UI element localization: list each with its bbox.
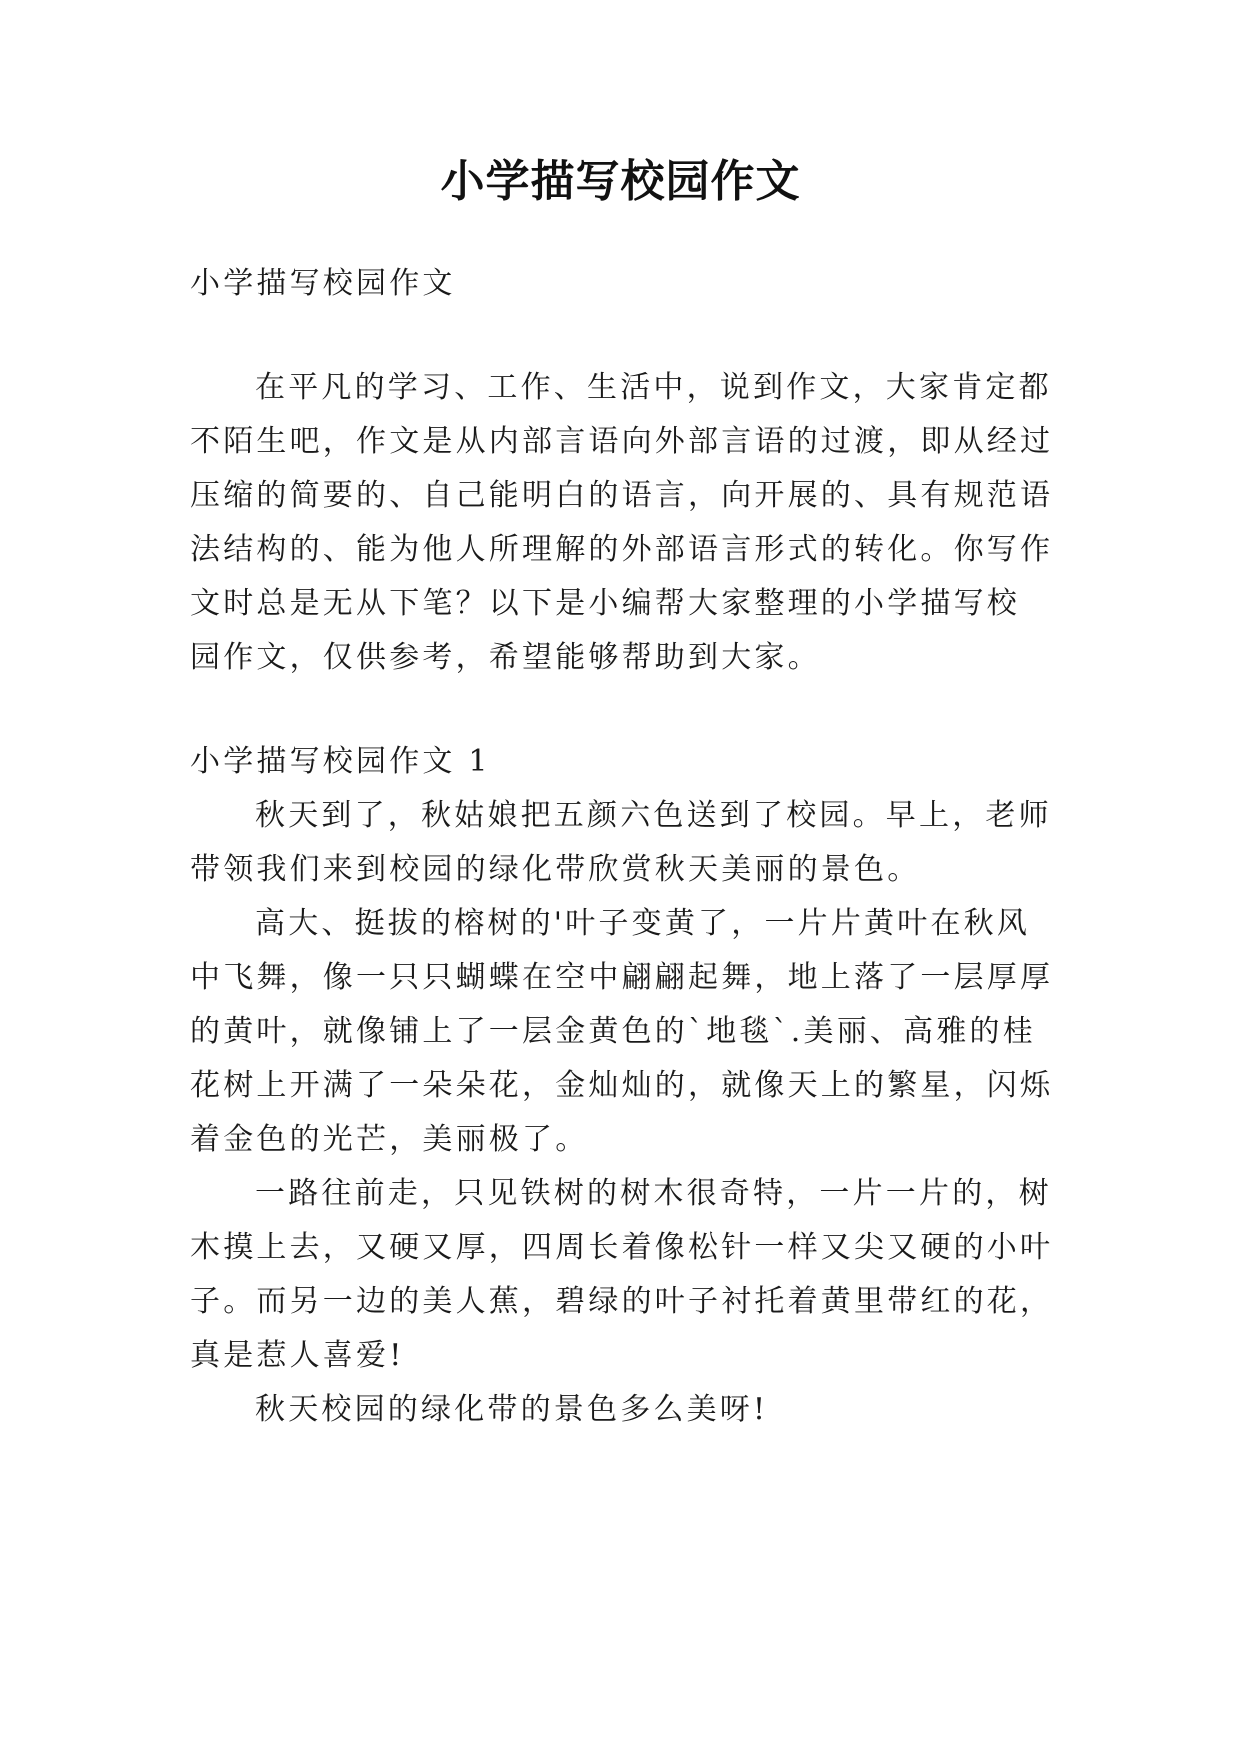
section1-heading: 小学描写校园作文 1 (190, 744, 491, 779)
intro-line-5: 文时总是无从下笔？以下是小编帮大家整理的小学描写校 (190, 586, 1020, 621)
document-title: 小学描写校园作文 (440, 156, 801, 207)
section1-line-9: 木摸上去，又硬又厚，四周长着像松针一样又尖又硬的小叶 (190, 1230, 1054, 1265)
section1-line-8: 一路往前走，只见铁树的树木很奇特，一片一片的，树 (255, 1176, 1052, 1211)
intro-line-6: 园作文，仅供参考，希望能够帮助到大家。 (190, 640, 821, 675)
section1-line-5: 的黄叶，就像铺上了一层金黄色的`地毯`.美丽、高雅的桂 (190, 1014, 1036, 1049)
intro-line-2: 不陌生吧，作文是从内部言语向外部言语的过渡，即从经过 (190, 424, 1054, 459)
section1-line-6: 花树上开满了一朵朵花，金灿灿的，就像天上的繁星，闪烁 (190, 1068, 1054, 1103)
section1-line-10: 子。而另一边的美人蕉，碧绿的叶子衬托着黄里带红的花， (190, 1284, 1054, 1319)
section1-line-2: 带领我们来到校园的绿化带欣赏秋天美丽的景色。 (190, 852, 921, 887)
section1-line-11: 真是惹人喜爱! (190, 1338, 405, 1373)
section1-line-4: 中飞舞，像一只只蝴蝶在空中翩翩起舞，地上落了一层厚厚 (190, 960, 1054, 995)
intro-line-3: 压缩的简要的、自己能明白的语言，向开展的、具有规范语 (190, 478, 1054, 513)
intro-line-1: 在平凡的学习、工作、生活中，说到作文，大家肯定都 (255, 370, 1052, 405)
intro-line-4: 法结构的、能为他人所理解的外部语言形式的转化。你写作 (190, 532, 1054, 567)
document-subtitle: 小学描写校园作文 (190, 266, 456, 301)
section1-line-3: 高大、挺拔的榕树的'叶子变黄了，一片片黄叶在秋风 (255, 906, 1031, 941)
section1-line-1: 秋天到了，秋姑娘把五颜六色送到了校园。早上，老师 (255, 798, 1052, 833)
section1-line-12: 秋天校园的绿化带的景色多么美呀! (255, 1392, 769, 1427)
section1-line-7: 着金色的光芒，美丽极了。 (190, 1122, 589, 1157)
